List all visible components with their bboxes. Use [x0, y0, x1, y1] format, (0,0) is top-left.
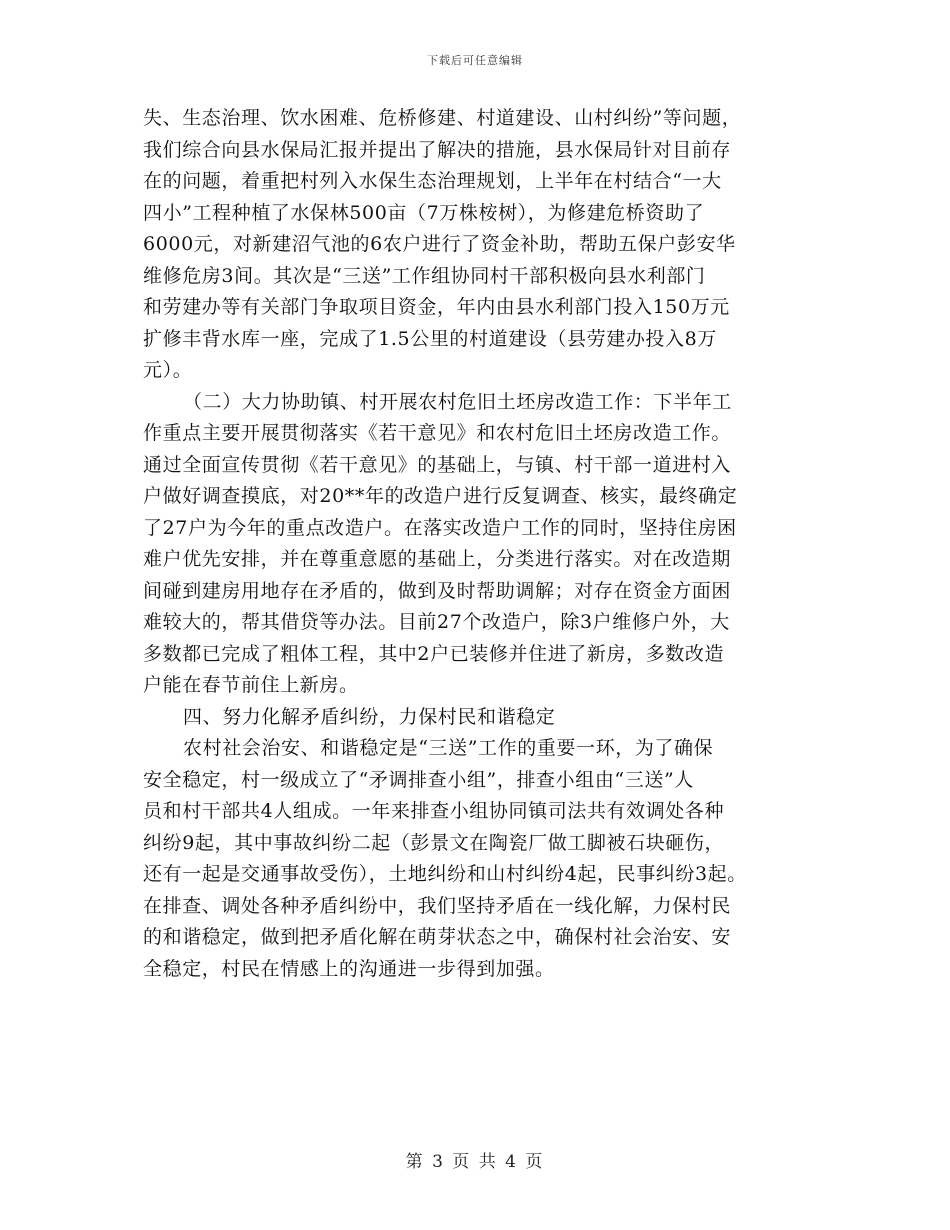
text-line: 员和村干部共4人组成。一年来排查小组协同镇司法共有效调处各种	[143, 800, 725, 822]
text-line: 间碰到建房用地存在矛盾的，做到及时帮助调解；对存在资金方面困	[143, 579, 732, 602]
text-line: 安全稳定，村一级成立了“矛调排查小组”，排查小组由“三送”人	[143, 768, 694, 791]
text-line: 的和谐稳定，做到把矛盾化解在萌芽状态之中，确保村社会治安、安	[143, 926, 732, 948]
text-line: 6000元，对新建沼气池的6农户进行了资金补助，帮助五保户彭安华	[143, 233, 736, 255]
text-line: 户做好调查摸底，对20**年的改造户进行反复调查、核实，最终确定	[143, 485, 738, 507]
text-line: 我们综合向县水保局汇报并提出了解决的措施，县水保局针对目前存	[143, 138, 732, 161]
text-line: 在排查、调处各种矛盾纠纷中，我们坚持矛盾在一线化解，力保村民	[143, 894, 732, 917]
section-heading-4: 四、努力化解矛盾纠纷，力保村民和谐稳定	[183, 705, 556, 728]
text-line: 元）。	[143, 359, 193, 381]
text-line: 还有一起是交通事故受伤），土地纠纷和山村纠纷4起，民事纠纷3起。	[143, 863, 747, 885]
section-heading-2: （二）大力协助镇、村开展农村危旧土坯房改造工作：下半年工	[183, 390, 732, 413]
text-line: 纠纷9起，其中事故纠纷二起（彭景文在陶瓷厂做工脚被石块砸伤，	[143, 831, 725, 854]
text-line: 户能在春节前住上新房。	[143, 674, 359, 696]
text-line: 扩修丰背水库一座，完成了1.5公里的村道建设（县劳建办投入8万	[143, 327, 717, 350]
text-line: 难较大的，帮其借贷等办法。目前27个改造户，除3户维修户外，大	[143, 611, 730, 633]
text-line: 四小”工程种植了水保林500亩（7万株桉树），为修建危桥资助了	[143, 201, 705, 224]
text-line: 维修危房3间。其次是“三送”工作组协同村干部积极向县水利部门	[143, 264, 706, 287]
page-footer: 第 3 页 共 4 页	[405, 1152, 545, 1172]
text-line: 难户优先安排，并在尊重意愿的基础上，分类进行落实。对在改造期	[143, 548, 732, 570]
body-text	[143, 103, 815, 985]
text-line: 作重点主要开展贯彻落实《若干意见》和农村危旧土坯房改造工作。	[143, 422, 732, 444]
text-line: 在的问题，着重把村列入水保生态治理规划，上半年在村结合“一大	[143, 170, 722, 192]
page-header: 下载后可任意编辑	[427, 54, 523, 67]
text-line: 和劳建办等有关部门争取项目资金，年内由县水利部门投入150万元	[143, 296, 730, 318]
text-line: 通过全面宣传贯彻《若干意见》的基础上，与镇、村干部一道进村入	[143, 453, 732, 476]
text-line: 了27户为今年的重点改造户。在落实改造户工作的同时，坚持住房困	[143, 516, 737, 539]
text-line: 多数都已完成了粗体工程，其中2户已装修并住进了新房，多数改造	[143, 642, 725, 665]
text-line: 农村社会治安、和谐稳定是“三送”工作的重要一环，为了确保	[183, 737, 714, 759]
text-line: 失、生态治理、饮水困难、危桥修建、村道建设、山村纠纷”等问题，	[143, 107, 742, 129]
text-line: 全稳定，村民在情感上的沟通进一步得到加强。	[143, 957, 555, 980]
